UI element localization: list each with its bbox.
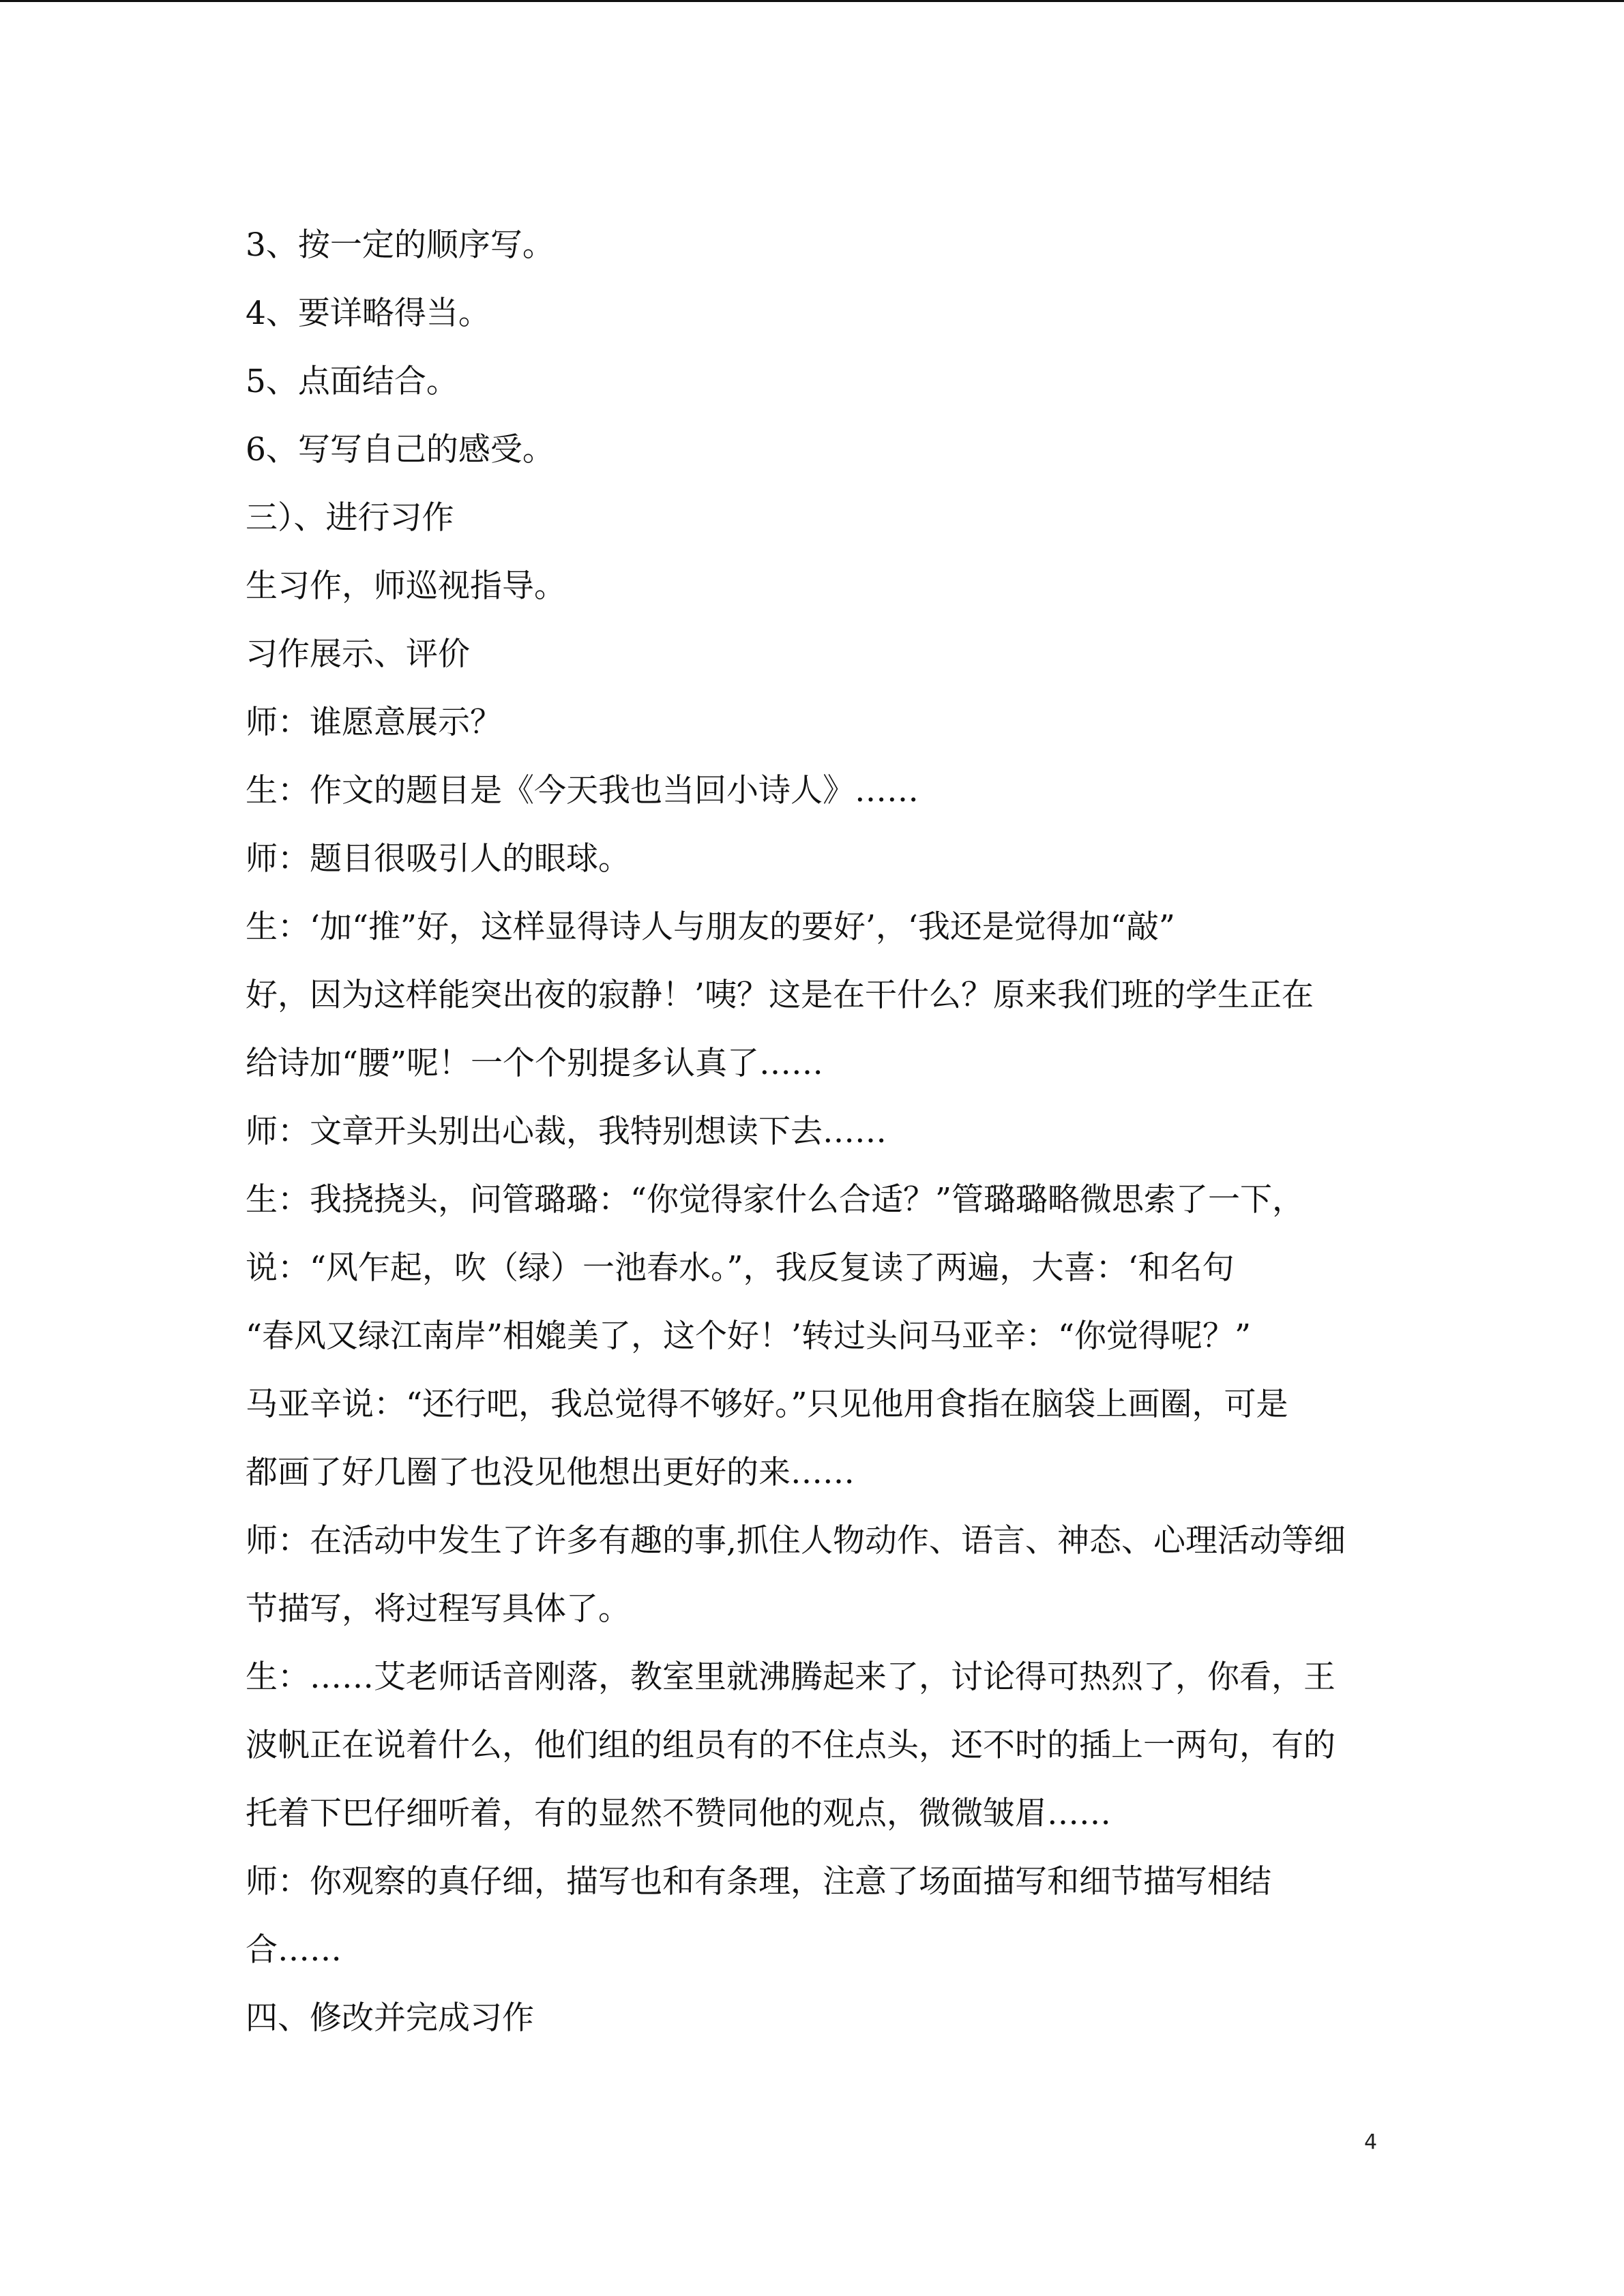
- text-line: 师：你观察的真仔细，描写也和有条理，注意了场面描写和细节描写相结: [246, 1863, 1271, 1900]
- text-line: 3、按一定的顺序写。: [246, 226, 555, 264]
- text-line: 波帆正在说着什么，他们组的组员有的不住点头，还不时的插上一两句，有的: [246, 1727, 1335, 1764]
- text-line: 生：作文的题目是《今天我也当回小诗人》……: [246, 772, 919, 809]
- text-line: 节描写，将过程写具体了。: [246, 1590, 630, 1628]
- text-line: 都画了好几圈了也没见他想出更好的来……: [246, 1454, 855, 1491]
- text-line: 托着下巴仔细听着，有的显然不赞同他的观点，微微皱眉……: [246, 1795, 1111, 1832]
- top-border-line: [0, 0, 1624, 2]
- text-line: 师：在活动中发生了许多有趣的事,抓住人物动作、语言、神态、心理活动等细: [246, 1522, 1346, 1560]
- text-line: 生：我挠挠头，问管璐璐：“你觉得家什么合适？”管璐璐略微思索了一下，: [246, 1181, 1305, 1219]
- text-line: 给诗加“腰”呢！一个个别提多认真了……: [246, 1045, 824, 1082]
- document-body: [246, 211, 1391, 2053]
- page-number: 4: [1364, 2130, 1378, 2154]
- text-line: 合……: [246, 1931, 342, 1969]
- text-line: 4、要详略得当。: [246, 295, 490, 332]
- text-line: 生习作，师巡视指导。: [246, 567, 566, 605]
- text-line: 5、点面结合。: [246, 363, 458, 400]
- text-line: 习作展示、评价: [246, 636, 470, 673]
- text-line: 6、写写自己的感受。: [246, 431, 555, 468]
- text-line: 生：‘加“推”好，这样显得诗人与朋友的要好’，‘我还是觉得加“敲”: [246, 908, 1175, 946]
- section-heading: 三）、进行习作: [246, 499, 454, 537]
- text-line: 马亚辛说：“还行吧，我总觉得不够好。”只见他用食指在脑袋上画圈，可是: [246, 1386, 1288, 1423]
- text-line: “春风又绿江南岸”相媲美了，这个好！’转过头问马亚辛：“你觉得呢？”: [246, 1317, 1252, 1355]
- text-line: 师：文章开头别出心裁，我特别想读下去……: [246, 1113, 887, 1150]
- text-line: 好，因为这样能突出夜的寂静！’咦？这是在干什么？原来我们班的学生正在: [246, 976, 1314, 1014]
- text-line: 生：……艾老师话音刚落，教室里就沸腾起来了，讨论得可热烈了，你看，王: [246, 1658, 1335, 1696]
- text-line: 师：谁愿意展示？: [246, 704, 502, 741]
- text-line: 师：题目很吸引人的眼球。: [246, 840, 630, 878]
- text-line: 说：“风乍起，吹（绿）一池春水。”，我反复读了两遍，大喜：‘和名句: [246, 1249, 1235, 1287]
- section-heading: 四、修改并完成习作: [246, 1999, 534, 2037]
